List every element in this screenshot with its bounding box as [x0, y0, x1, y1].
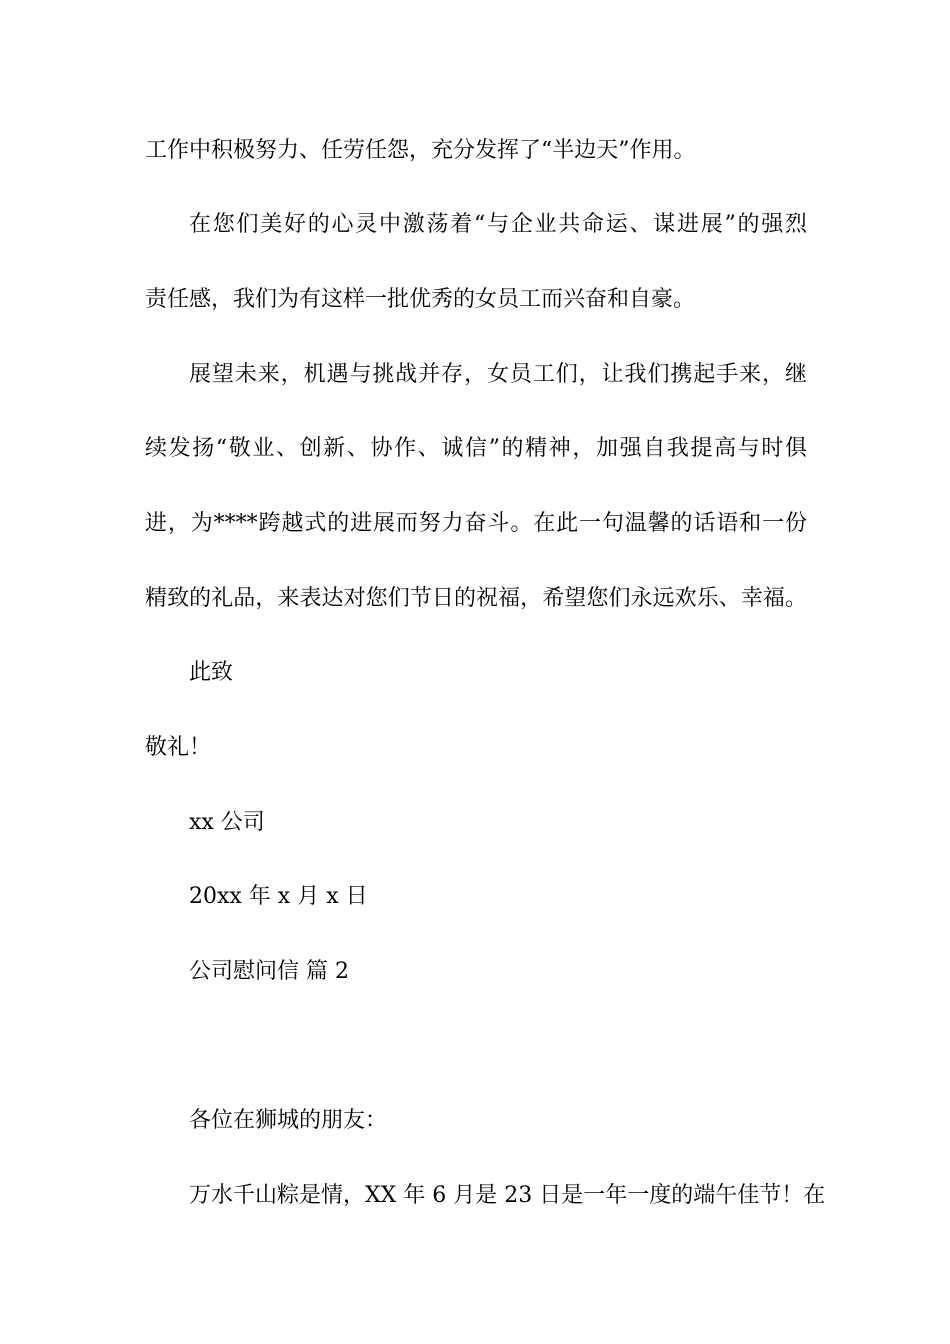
signature-date: 20xx 年 x 月 x 日: [189, 884, 368, 909]
section-heading: 公司慰问信 篇 2: [189, 959, 349, 984]
paragraph-line: 进，为****跨越式的进展而努力奋斗。在此一句温馨的话语和一份: [145, 511, 807, 536]
paragraph-line: 续发扬“敬业、创新、协作、诚信”的精神，加强自我提高与时俱: [145, 436, 807, 461]
paragraph-line: 展望未来，机遇与挑战并存，女员工们，让我们携起手来，继: [189, 362, 807, 387]
paragraph-line: 精致的礼品，来表达对您们节日的祝福，希望您们永远欢乐、幸福。: [145, 586, 807, 611]
paragraph-line: 责任感，我们为有这样一批优秀的女员工而兴奋和自豪。: [145, 287, 696, 312]
closing-salutation: 此致: [189, 660, 234, 685]
greeting-line: 各位在狮城的朋友：: [189, 1108, 388, 1133]
paragraph-line: 工作中积极努力、任劳任怨，充分发挥了“半边天”作用。: [145, 138, 696, 163]
closing-respect: 敬礼！: [145, 735, 212, 760]
signature-company: xx 公司: [189, 810, 265, 835]
paragraph-line: 在您们美好的心灵中激荡着“与企业共命运、谋进展”的强烈: [189, 212, 807, 237]
paragraph-line: 万水千山粽是情，XX 年 6 月是 23 日是一年一度的端午佳节！在: [189, 1183, 826, 1208]
